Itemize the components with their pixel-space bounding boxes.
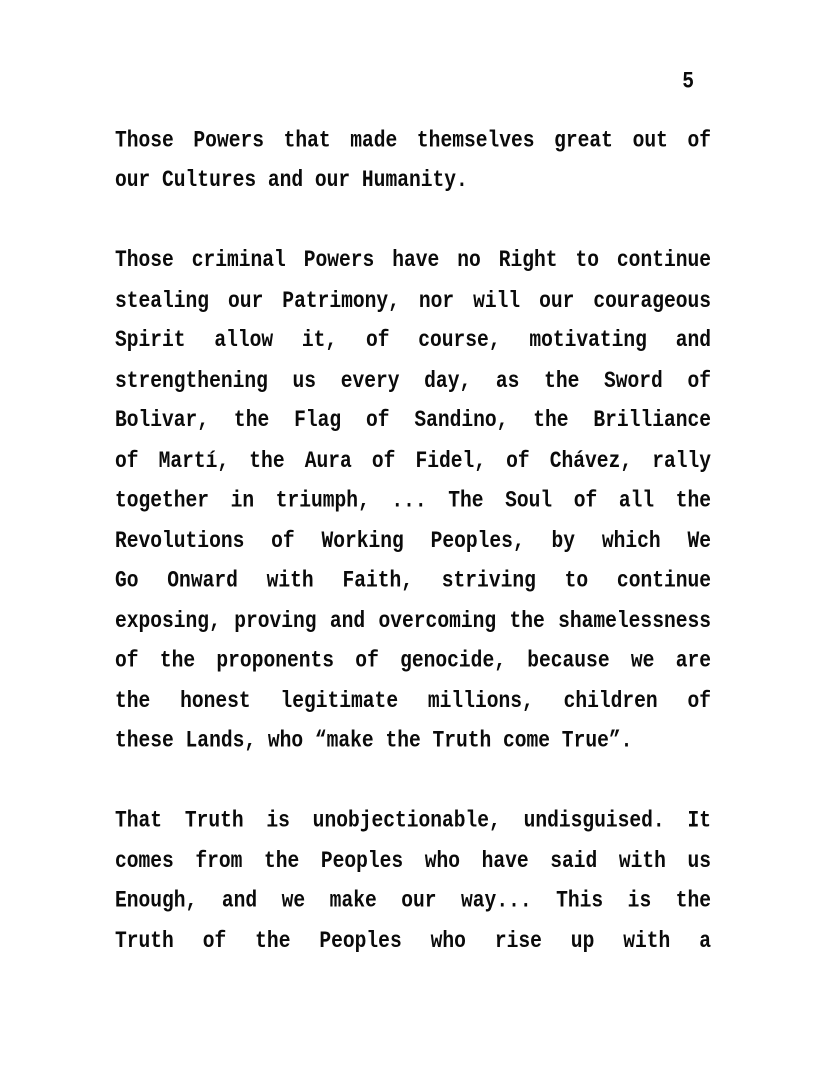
text-line: Truth of the Peoples who rise up with a (115, 927, 711, 954)
paragraph-1 (115, 121, 711, 201)
text-line: of the proponents of genocide, because we are (115, 647, 711, 674)
text-line: Spirit allow it, of course, motivating and (115, 327, 711, 354)
paragraph-2 (115, 241, 711, 761)
text-line: strengthening us every day, as the Sword of (115, 367, 711, 394)
text-line: our Cultures and our Humanity. (115, 167, 468, 194)
text-line: Those Powers that made themselves great out of (115, 127, 711, 154)
paragraph-3 (115, 801, 711, 961)
text-line: together in triumph, ... The Soul of all the (115, 487, 711, 514)
text-line: of Martí, the Aura of Fidel, of Chávez, rally (115, 447, 711, 474)
text-line: stealing our Patrimony, nor will our courageous (115, 287, 711, 314)
text-line: comes from the Peoples who have said with us (115, 847, 711, 874)
page-content (115, 62, 711, 961)
text-line: Those criminal Powers have no Right to continue (115, 247, 711, 274)
text-line: Enough, and we make our way... This is the (115, 887, 711, 914)
text-line: the honest legitimate millions, children of (115, 687, 711, 714)
text-line: Bolivar, the Flag of Sandino, the Brilliance (115, 407, 711, 434)
page-number: 5 (682, 68, 694, 95)
text-line: these Lands, who “make the Truth come True”. (115, 727, 633, 754)
text-line: exposing, proving and overcoming the shamelessness (115, 607, 711, 634)
text-line: Go Onward with Faith, striving to continue (115, 567, 711, 594)
text-line: Revolutions of Working Peoples, by which We (115, 527, 711, 554)
text-line: That Truth is unobjectionable, undisguised. It (115, 807, 711, 834)
